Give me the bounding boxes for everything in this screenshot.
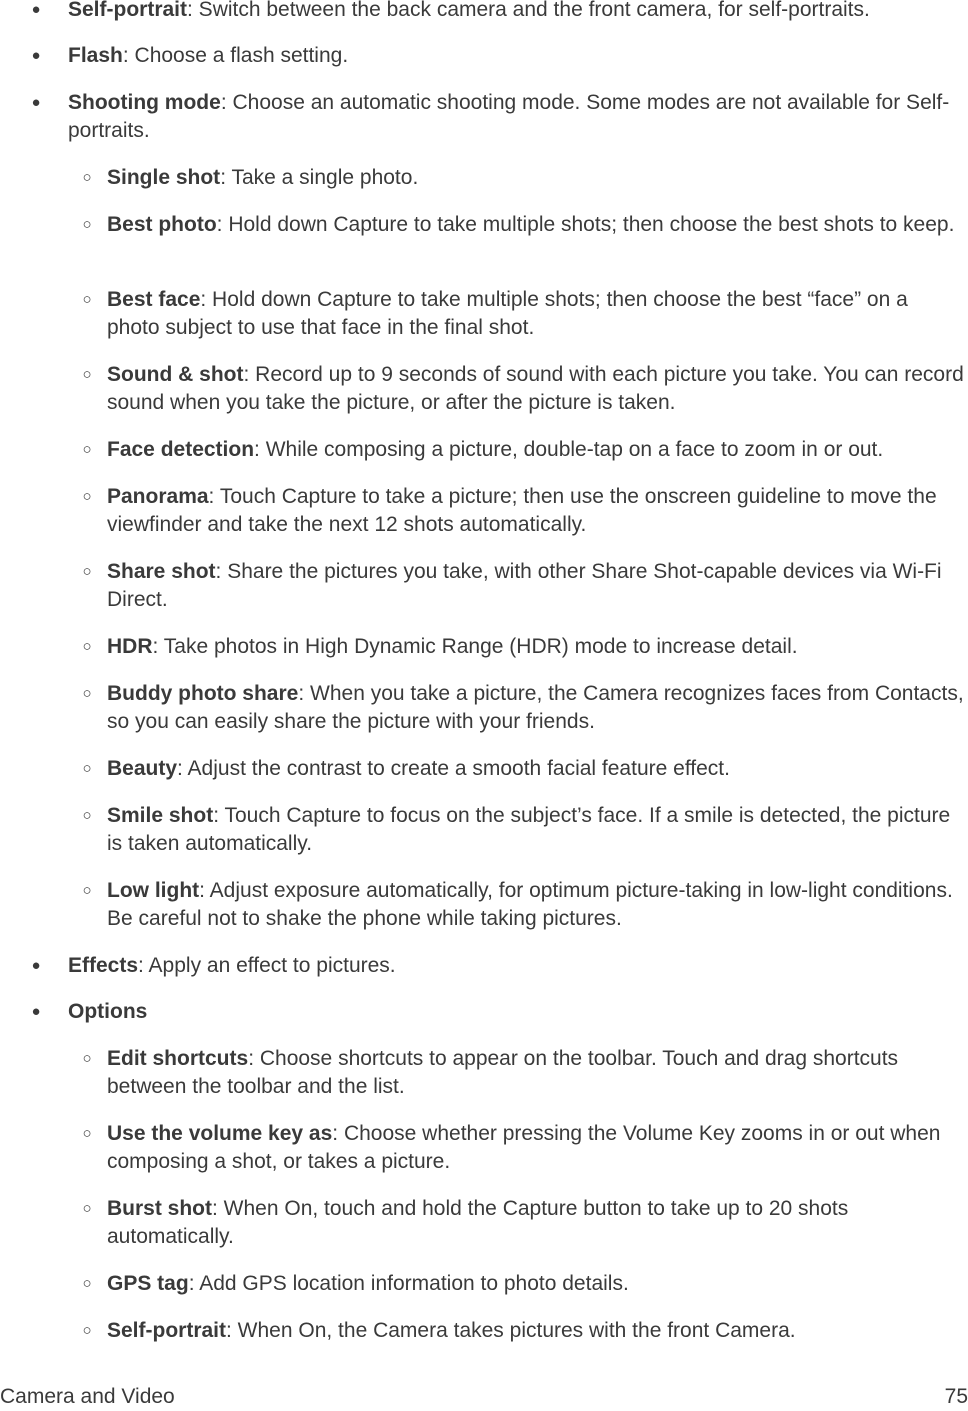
bullet-icon: ○ <box>82 638 92 655</box>
item-text <box>107 211 966 239</box>
item-term: Self-portrait <box>107 1319 227 1342</box>
item-description: : Adjust the contrast to create a smooth facial feature effect. <box>177 757 730 780</box>
item-description: : When On, touch and hold the Capture button to take up to 20 shots automatically. <box>107 1197 849 1248</box>
bullet-icon: ○ <box>82 216 92 233</box>
item-description: : Hold down Capture to take multiple shots; then choose the best “face” on a photo subject to use that face in the final shot. <box>107 288 908 339</box>
item-term: Burst shot <box>107 1197 212 1220</box>
item-description: : Touch Capture to focus on the subject’s face. If a smile is detected, the picture is taken automatically. <box>107 804 951 855</box>
item-term: Edit shortcuts <box>107 1047 249 1070</box>
bullet-icon: ○ <box>82 1050 92 1067</box>
item-description: : Add GPS location information to photo details. <box>188 1272 629 1295</box>
item-text <box>107 1045 966 1101</box>
item-text <box>107 483 966 539</box>
item-description: : Take photos in High Dynamic Range (HDR) mode to increase detail. <box>152 635 798 658</box>
item-text <box>68 998 966 1026</box>
item-text <box>107 633 966 661</box>
item-description: : Apply an effect to pictures. <box>138 954 396 977</box>
bullet-icon: ● <box>31 1003 41 1020</box>
item-description: : When you take a picture, the Camera recognizes faces from Contacts, so you can easily share the picture with your friends. <box>107 682 964 733</box>
item-description: : Switch between the back camera and the front camera, for self-portraits. <box>187 0 870 21</box>
item-description: : Choose whether pressing the Volume Key zooms in or out when composing a shot, or takes a picture. <box>107 1122 941 1173</box>
bullet-icon: ○ <box>82 760 92 777</box>
item-text <box>107 802 966 858</box>
bullet-icon: ○ <box>82 291 92 308</box>
item-text <box>107 1317 966 1345</box>
bullet-icon: ○ <box>82 441 92 458</box>
item-term: GPS tag <box>107 1272 189 1295</box>
item-term: Single shot <box>107 166 221 189</box>
item-text <box>107 361 966 417</box>
item-text <box>107 755 966 783</box>
footer-section-title: Camera and Video <box>0 1385 175 1408</box>
item-term: Panorama <box>107 485 209 508</box>
item-term: Low light <box>107 879 200 902</box>
bullet-icon: ○ <box>82 685 92 702</box>
bullet-icon: ○ <box>82 563 92 580</box>
item-description: : Record up to 9 seconds of sound with each picture you take. You can record sound when you take the picture, or after the picture is taken. <box>107 363 964 414</box>
bullet-icon: ○ <box>82 882 92 899</box>
item-description: : Choose shortcuts to appear on the toolbar. Touch and drag shortcuts between the toolbar and the list. <box>107 1047 899 1098</box>
item-term: Options <box>68 1000 148 1023</box>
bullet-icon: ○ <box>82 366 92 383</box>
item-text <box>107 558 966 614</box>
item-term: Beauty <box>107 757 178 780</box>
item-term: Face detection <box>107 438 255 461</box>
bullet-icon: ○ <box>82 1275 92 1292</box>
item-term: Share shot <box>107 560 216 583</box>
item-text <box>107 1120 966 1176</box>
item-text <box>68 952 966 980</box>
bullet-icon: ○ <box>82 1200 92 1217</box>
bullet-icon: ○ <box>82 1125 92 1142</box>
bullet-icon: ● <box>31 94 41 111</box>
item-term: Smile shot <box>107 804 214 827</box>
item-term: Shooting mode <box>68 91 221 114</box>
item-term: Use the volume key as <box>107 1122 333 1145</box>
bullet-icon: ● <box>31 47 41 64</box>
item-term: Flash <box>68 44 123 67</box>
item-description: : When On, the Camera takes pictures with the front Camera. <box>226 1319 796 1342</box>
bullet-icon: ○ <box>82 488 92 505</box>
item-text <box>68 0 966 24</box>
bullet-icon: ○ <box>82 169 92 186</box>
bullet-icon: ● <box>31 1 41 18</box>
item-text <box>107 286 966 342</box>
item-term: Effects <box>68 954 139 977</box>
item-term: Best photo <box>107 213 217 236</box>
item-term: Buddy photo share <box>107 682 299 705</box>
item-description: : Choose a flash setting. <box>122 44 349 67</box>
item-text <box>68 89 966 145</box>
item-term: Sound & shot <box>107 363 244 386</box>
item-description: : Share the pictures you take, with other Share Shot-capable devices via Wi-Fi Direct. <box>107 560 942 611</box>
bullet-icon: ○ <box>82 807 92 824</box>
item-text <box>68 42 966 70</box>
item-description: : Choose an automatic shooting mode. Some modes are not available for Self-portraits. <box>68 91 950 142</box>
bullet-icon: ● <box>31 957 41 974</box>
item-term: Self-portrait <box>68 0 188 21</box>
item-text <box>107 680 966 736</box>
item-description: : While composing a picture, double-tap on a face to zoom in or out. <box>254 438 884 461</box>
item-text <box>107 877 966 933</box>
footer-page-number: 75 <box>944 1385 968 1408</box>
item-text <box>107 164 966 192</box>
bullet-icon: ○ <box>82 1322 92 1339</box>
item-text <box>107 436 966 464</box>
item-text <box>107 1195 966 1251</box>
item-description: : Touch Capture to take a picture; then use the onscreen guideline to move the viewfinder and take the next 12 shots automatically. <box>107 485 937 536</box>
item-text <box>107 1270 966 1298</box>
item-description: : Take a single photo. <box>220 166 419 189</box>
item-description: : Hold down Capture to take multiple shots; then choose the best shots to keep. <box>216 213 955 236</box>
item-term: HDR <box>107 635 153 658</box>
item-term: Best face <box>107 288 201 311</box>
item-description: : Adjust exposure automatically, for optimum picture-taking in low-light conditions. Be careful not to shake the phone while taking pictures. <box>107 879 953 930</box>
